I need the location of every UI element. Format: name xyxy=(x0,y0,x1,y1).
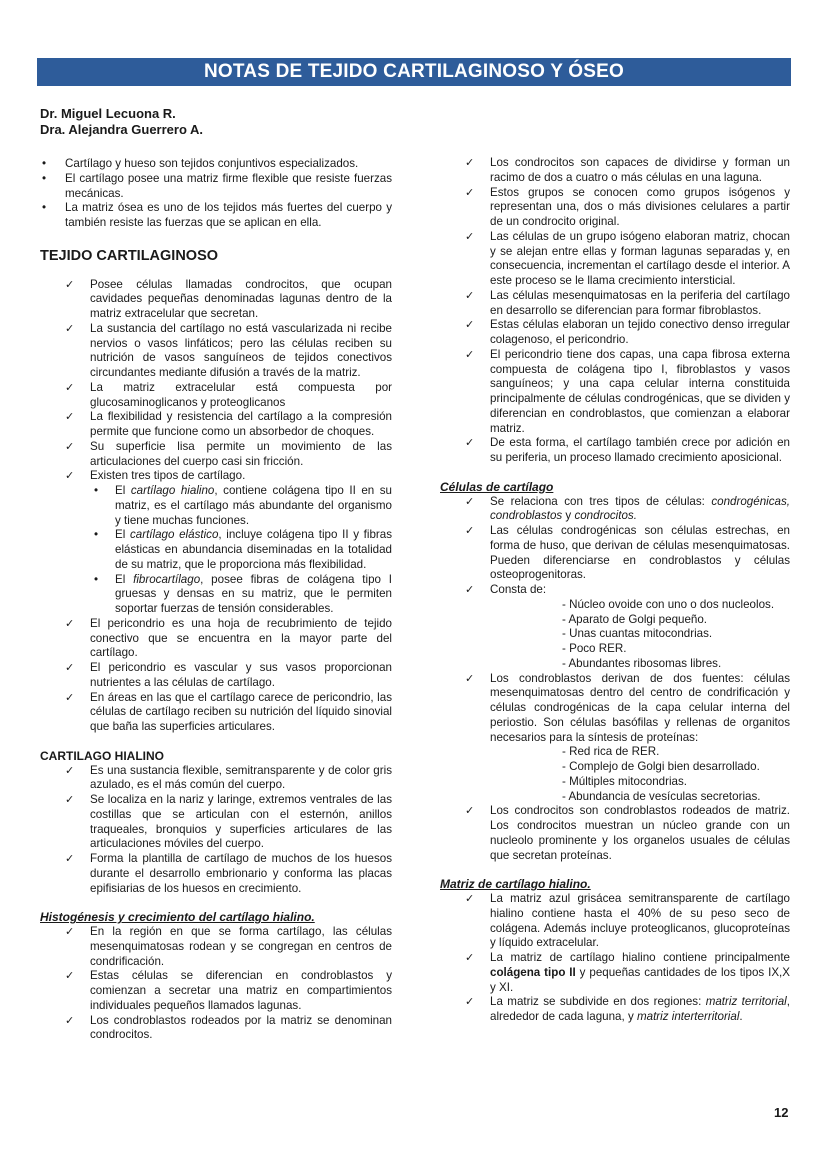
text-segment: Existen tres tipos de cartílago. xyxy=(90,469,246,483)
list-item xyxy=(465,318,790,348)
list-item xyxy=(40,157,392,172)
text-segment: Forma la plantilla de cartílago de muchos de los huesos durante el desarrollo embrionario y conforma las placas epifisiarias de los huesos en crecimiento. xyxy=(90,852,392,895)
list-item xyxy=(65,691,392,735)
text-segment: Posee células llamadas condrocitos, que ocupan cavidades pequeñas denominadas lagunas dentro de la matriz extracelular que secretan. xyxy=(90,277,392,320)
text-segment: , contiene colágena tipo II en su matriz, es el cartílago más abundante del organismo y tiene muchas funciones. xyxy=(115,484,393,527)
text-segment: Los condroblastos derivan de dos fuentes: células mesenquimatosas dentro del centro de condrificación y células condrogénicas de la capa celular interna del periostio. Son células basófilas y rellenas de organitos necesarios para la síntesis de proteínas: xyxy=(490,671,790,744)
checkmark-icon: ✓ xyxy=(65,440,75,453)
bullet-icon: • xyxy=(42,171,47,185)
text-segment: colágena tipo II xyxy=(490,965,576,979)
checkmark-icon: ✓ xyxy=(65,691,75,704)
text-segment: La flexibilidad y resistencia del cartílago a la compresión permite que funcione como un absorbedor de choques. xyxy=(90,410,392,438)
text-segment: cartílago hialino xyxy=(130,484,215,497)
checkmark-icon: ✓ xyxy=(65,926,75,938)
checkmark-icon: ✓ xyxy=(465,437,475,450)
checkmark-icon: ✓ xyxy=(465,289,475,302)
list-item xyxy=(65,661,392,691)
checkmark-icon: ✓ xyxy=(465,584,475,596)
checkmark-icon: ✓ xyxy=(465,230,475,243)
checkmark-icon: ✓ xyxy=(65,278,75,291)
text-segment: La matriz ósea es uno de los tejidos más fuertes del cuerpo y también resiste las fuerzas que se aplican en ella. xyxy=(65,201,392,229)
author-2: Dra. Alejandra Guerrero A. xyxy=(40,122,204,137)
text-segment: La matriz azul grisácea semitransparente de cartílago hialino contiene hasta el 40% de su peso seco de colágena. Además incluye proteoglicanos, glucoproteínas y líquido extracelular. xyxy=(490,892,790,950)
sub-list-item xyxy=(90,528,392,572)
list-item xyxy=(65,925,392,969)
checkmark-icon: ✓ xyxy=(465,893,475,905)
text-segment: El xyxy=(115,528,130,542)
list-item xyxy=(65,278,392,322)
checkmark-icon: ✓ xyxy=(65,381,75,394)
text-segment: Estos grupos se conocen como grupos isógenos y representan una, dos o más divisiones celulares a partir de un condrocito original. xyxy=(490,185,790,228)
checkmark-icon: ✓ xyxy=(65,662,75,674)
text-segment: . xyxy=(739,1010,743,1023)
list-item xyxy=(465,436,790,466)
dash-item: - Red rica de RER. xyxy=(562,745,660,759)
text-segment: Consta de: xyxy=(490,583,547,596)
list-item xyxy=(465,892,790,951)
text-segment: Estas células elaboran un tejido conectivo denso irregular colagenoso, el pericondrio. xyxy=(490,318,790,346)
text-segment: Es una sustancia flexible, semitransparente y de color gris azulado, es el más común del cuerpo. xyxy=(90,763,392,792)
checklist xyxy=(440,495,790,864)
checklist xyxy=(40,278,392,735)
text-segment: y xyxy=(562,509,575,523)
text-segment: Se relaciona con tres tipos de células: xyxy=(490,494,712,508)
checkmark-icon: ✓ xyxy=(465,157,475,169)
text-segment: La sustancia del cartílago no está vascularizada ni recibe nervios o vasos linfáticos; pero las células reciben su nutrición de vasos sanguíneos de tejidos conectivos circundantes mediante difusión a través de la matriz. xyxy=(90,321,392,379)
checkmark-icon: ✓ xyxy=(465,495,475,508)
text-segment: Las células de un grupo isógeno elaboran matriz, chocan y se alejan entre ellas y forman lagunas separadas y, en consecuencia, incrementan el cartílago desde el interior. A este proceso se le llama crecimiento intersticial. xyxy=(490,229,790,287)
dash-item: - Unas cuantas mitocondrias. xyxy=(562,627,713,641)
text-segment: matriz territorial xyxy=(705,995,787,1009)
checkmark-icon: ✓ xyxy=(65,970,75,983)
list-item xyxy=(465,186,790,230)
text-segment: fibrocartílago xyxy=(133,572,201,586)
list-item xyxy=(65,1014,392,1044)
text-segment: El xyxy=(115,572,134,586)
list-item xyxy=(40,201,392,231)
checklist xyxy=(440,156,790,466)
sub-list-item xyxy=(90,573,392,617)
list-item xyxy=(465,995,790,1025)
checklist xyxy=(440,892,790,1025)
bullet-icon: • xyxy=(94,484,99,497)
list-item xyxy=(40,172,392,202)
text-segment: En la región en que se forma cartílago, las células mesenquimatosas rodean y se congregan en centros de condrificación. xyxy=(90,925,392,968)
text-segment: Cartílago y hueso son tejidos conjuntivos especializados. xyxy=(65,157,359,170)
list-item xyxy=(65,852,392,896)
section-heading: TEJIDO CARTILAGINOSO xyxy=(40,247,219,264)
checkmark-icon: ✓ xyxy=(65,853,75,865)
dash-item: - Núcleo ovoide con uno o dos nucleolos. xyxy=(562,597,775,611)
text-segment: matriz interterritorial xyxy=(636,1010,740,1023)
text-segment: Las células condrogénicas son células estrechas, en forma de huso, que derivan de células mesenquimatosas. Pueden diferenciarse en condroblastos y células osteoprogenitoras. xyxy=(490,524,790,582)
text-segment: cartílago elástico xyxy=(129,528,219,542)
checkmark-icon: ✓ xyxy=(465,348,475,361)
text-segment: La matriz de cartílago hialino contiene principalmente xyxy=(490,951,790,964)
checkmark-icon: ✓ xyxy=(65,411,75,424)
list-item xyxy=(65,322,392,381)
authors xyxy=(40,106,203,138)
text-segment: El xyxy=(115,484,131,497)
section-heading: Células de cartílago xyxy=(440,479,554,494)
list-item xyxy=(465,951,790,995)
bullet-icon: • xyxy=(94,528,99,542)
list-item xyxy=(65,410,392,440)
checkmark-icon: ✓ xyxy=(65,470,75,483)
checkmark-icon: ✓ xyxy=(65,1014,75,1027)
text-segment: De esta forma, el cartílago también crece por adición en su periferia, un proceso llamado crecimiento aposicional. xyxy=(490,436,790,464)
text-segment: , incluye colágena tipo II y fibras elásticas en abundancia diseminadas en la totalidad de su matriz, que le proporciona más flexibilidad. xyxy=(115,528,392,571)
bullet-icon: • xyxy=(42,201,47,215)
list-item xyxy=(65,440,392,470)
page-number: 12 xyxy=(774,1105,789,1120)
dash-item: - Abundantes ribosomas libres. xyxy=(562,656,722,670)
checklist xyxy=(40,764,392,897)
text-segment: , posee fibras de colágena tipo I gruesas y densas en su matriz, que le permiten soportar fuerzas de tensión considerables. xyxy=(115,572,393,615)
checkmark-icon: ✓ xyxy=(465,186,475,199)
text-segment: Se localiza en la nariz y laringe, extremos ventrales de las costillas que se articulan con el esternón, anillos traqueales, bronquios y superficies articulares de las articulaciones móviles del cuerpo. xyxy=(90,793,392,851)
checkmark-icon: ✓ xyxy=(465,319,475,332)
page-title: NOTAS DE TEJIDO CARTILAGINOSO Y ÓSEO xyxy=(37,58,791,86)
list-item xyxy=(465,289,790,319)
bullet-icon: • xyxy=(94,572,99,586)
section-heading: Histogénesis y crecimiento del cartílago hialino. xyxy=(40,910,315,925)
right-column xyxy=(440,156,790,1025)
list-item xyxy=(465,804,790,863)
text-segment: condrogénicas, condroblastos xyxy=(490,494,790,523)
checkmark-icon: ✓ xyxy=(465,952,475,964)
text-segment: , alrededor de cada laguna, y xyxy=(490,995,790,1023)
list-item xyxy=(65,969,392,1013)
checkmark-icon: ✓ xyxy=(465,996,475,1009)
checkmark-icon: ✓ xyxy=(65,322,75,335)
section-heading: Matriz de cartílago hialino. xyxy=(440,877,591,892)
text-segment: Estas células se diferencian en condroblastos y comienzan a secretar una matriz en compartimientos individuales pequeños llamados lagunas. xyxy=(90,969,392,1012)
text-segment: El cartílago posee una matriz firme flexible que resiste fuerzas mecánicas. xyxy=(65,171,392,200)
checklist xyxy=(40,925,392,1043)
dash-item: - Múltiples mitocondrias. xyxy=(562,774,687,788)
checkmark-icon: ✓ xyxy=(65,764,75,777)
checkmark-icon: ✓ xyxy=(465,805,475,818)
list-item xyxy=(65,381,392,411)
text-segment: condrocitos. xyxy=(574,509,637,523)
sub-list xyxy=(90,484,392,617)
text-segment: La matriz extracelular está compuesta por glucosaminoglicanos y proteoglicanos xyxy=(90,380,392,409)
text-segment: El pericondrio es una hoja de recubrimiento de tejido conectivo que se encuentra en la mayor parte del cartílago. xyxy=(90,616,392,660)
list-item xyxy=(465,524,790,583)
author-1: Dr. Miguel Lecuona R. xyxy=(40,106,176,121)
list-item xyxy=(465,583,790,672)
list-item xyxy=(465,156,790,186)
dash-item: - Abundancia de vesículas secretorias. xyxy=(562,789,761,803)
text-segment: y pequeñas cantidades de los tipos IX,X y XI. xyxy=(490,965,791,994)
left-column xyxy=(40,157,392,1043)
bullet-icon: • xyxy=(42,157,47,170)
text-segment: Los condroblastos rodeados por la matriz se denominan condrocitos. xyxy=(90,1013,392,1042)
checkmark-icon: ✓ xyxy=(465,525,475,537)
text-segment: Los condrocitos son capaces de dividirse y forman un racimo de dos a cuatro o más células en una laguna. xyxy=(490,156,790,184)
checkmark-icon: ✓ xyxy=(465,672,475,685)
list-item xyxy=(465,672,790,805)
sub-list-item xyxy=(90,484,392,528)
checkmark-icon: ✓ xyxy=(65,794,75,806)
list-item xyxy=(65,617,392,661)
list-item xyxy=(465,495,790,525)
list-item xyxy=(465,348,790,437)
checkmark-icon: ✓ xyxy=(65,617,75,630)
text-segment: Su superficie lisa permite un movimiento de las articulaciones del cuerpo casi sin fricción. xyxy=(90,439,392,468)
text-segment: En áreas en las que el cartílago carece de pericondrio, las células de cartílago reciben su nutrición del líquido sinovial que baña las superficies articulares. xyxy=(90,690,392,733)
section-heading: CARTILAGO HIALINO xyxy=(40,748,164,763)
list-item xyxy=(65,469,392,617)
text-segment: El pericondrio es vascular y sus vasos proporcionan nutrientes a las células de cartílago. xyxy=(90,661,392,689)
text-segment: El pericondrio tiene dos capas, una capa fibrosa externa compuesta de colágena tipo I, fibroblastos y vasos sanguíneos; y una capa celular interna constituida principalmente de células condrogénicas, que se dividen y diferencian en condroblastos, que comienzan a elaborar matriz. xyxy=(490,347,790,435)
text-segment: La matriz se subdivide en dos regiones: xyxy=(490,995,706,1009)
bullet-list xyxy=(40,157,392,231)
list-item xyxy=(65,793,392,852)
dash-item: - Complejo de Golgi bien desarrollado. xyxy=(562,760,760,773)
list-item xyxy=(65,764,392,794)
dash-item: - Poco RER. xyxy=(562,642,627,655)
dash-item: - Aparato de Golgi pequeño. xyxy=(562,612,708,626)
text-segment: Las células mesenquimatosas en la periferia del cartílago en desarrollo se diferencian para formar fibroblastos. xyxy=(490,288,790,317)
list-item xyxy=(465,230,790,289)
text-segment: Los condrocitos son condroblastos rodeados de matriz. Los condrocitos muestran un núcleo grande con un nucleolo prominente y los organelos usuales de células que secretan proteínas. xyxy=(490,804,790,862)
